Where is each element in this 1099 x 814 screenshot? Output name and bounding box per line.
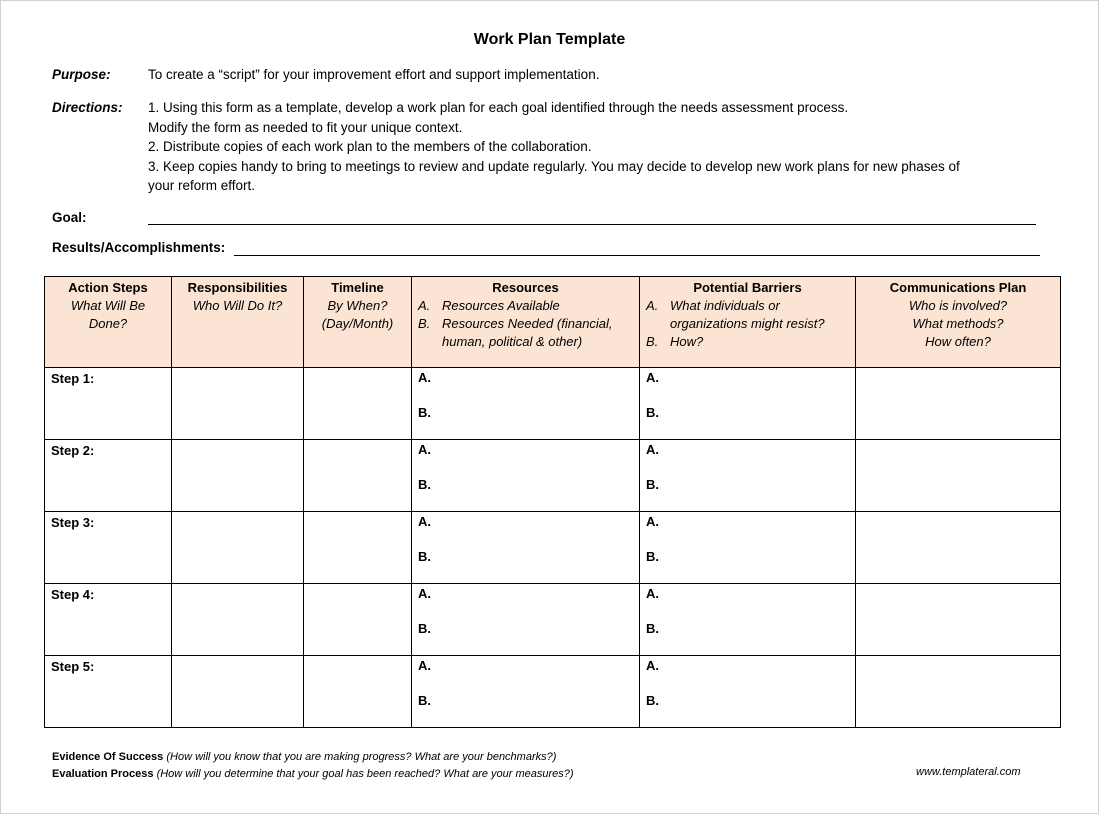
header-sub: Done? (88, 316, 128, 331)
item-b-label: B. (646, 477, 659, 492)
barriers-cell[interactable] (640, 440, 856, 512)
item-a-label: A. (646, 370, 659, 385)
table-row (45, 512, 1061, 584)
header-item-text: How? (670, 334, 704, 349)
item-a-label: A. (646, 586, 659, 601)
item-b-label: B. (418, 621, 431, 636)
header-communications-plan (856, 277, 1061, 368)
item-b-label: B. (646, 693, 659, 708)
step-label: Step 5: (51, 659, 95, 674)
resources-cell[interactable] (412, 368, 640, 440)
item-a-label: A. (418, 370, 431, 385)
responsibilities-cell[interactable] (172, 656, 304, 728)
responsibilities-cell[interactable] (172, 512, 304, 584)
directions-label: Directions: (52, 100, 123, 115)
resources-cell[interactable] (412, 512, 640, 584)
purpose-text: To create a “script” for your improvement effort and support implementation. (148, 67, 600, 82)
step-label: Step 3: (51, 515, 95, 530)
communications-cell[interactable] (856, 584, 1061, 656)
item-b-label: B. (646, 549, 659, 564)
communications-cell[interactable] (856, 512, 1061, 584)
step-cell[interactable] (45, 440, 172, 512)
purpose-label: Purpose: (52, 67, 111, 82)
resources-cell[interactable] (412, 656, 640, 728)
directions-line: 1. Using this form as a template, develop a work plan for each goal identified through the needs assessment process. (148, 100, 849, 115)
responsibilities-cell[interactable] (172, 584, 304, 656)
item-a-label: A. (418, 514, 431, 529)
header-item-text: Resources Needed (financial, (442, 316, 613, 331)
header-sub: How often? (925, 334, 991, 349)
header-title: Communications Plan (889, 280, 1027, 295)
header-action-steps (45, 277, 172, 368)
resources-cell[interactable] (412, 440, 640, 512)
header-sub: (Day/Month) (321, 316, 394, 331)
header-title: Action Steps (68, 280, 148, 295)
work-plan-table (44, 276, 1061, 728)
header-item-text: What individuals or (670, 298, 780, 313)
header-item-text: organizations might resist? (670, 316, 825, 331)
resources-cell[interactable] (412, 584, 640, 656)
barriers-cell[interactable] (640, 368, 856, 440)
header-sub: Who is involved? (908, 298, 1008, 313)
results-line[interactable] (234, 255, 1040, 256)
item-a-label: A. (418, 586, 431, 601)
timeline-cell[interactable] (304, 440, 412, 512)
item-a-label: A. (646, 658, 659, 673)
evaluation-text: (How will you determine that your goal has been reached? What are your measures?) (156, 768, 574, 780)
item-b-label: B. (646, 621, 659, 636)
timeline-cell[interactable] (304, 512, 412, 584)
responsibilities-cell[interactable] (172, 440, 304, 512)
header-item-letter: A. (646, 298, 659, 313)
step-label: Step 4: (51, 587, 95, 602)
header-item-text: human, political & other) (442, 334, 583, 349)
item-a-label: A. (646, 442, 659, 457)
directions-line: your reform effort. (148, 178, 256, 193)
goal-label: Goal: (52, 210, 87, 225)
item-b-label: B. (418, 549, 431, 564)
header-sub: What Will Be (70, 298, 146, 313)
communications-cell[interactable] (856, 368, 1061, 440)
evaluation-process (52, 766, 574, 782)
item-a-label: A. (418, 442, 431, 457)
header-title: Responsibilities (187, 280, 288, 295)
item-b-label: B. (646, 405, 659, 420)
page-title: Work Plan Template (473, 31, 626, 48)
directions-line: Modify the form as needed to fit your unique context. (148, 119, 463, 135)
step-cell[interactable] (45, 584, 172, 656)
step-label: Step 2: (51, 443, 95, 458)
goal-line[interactable] (148, 224, 1036, 225)
table-header-row (45, 277, 1061, 368)
barriers-cell[interactable] (640, 656, 856, 728)
directions-text (148, 98, 960, 196)
header-item-letter: A. (418, 298, 431, 313)
results-label: Results/Accomplishments: (52, 240, 226, 255)
item-a-label: A. (646, 514, 659, 529)
header-potential-barriers (640, 277, 856, 368)
timeline-cell[interactable] (304, 368, 412, 440)
item-b-label: B. (418, 693, 431, 708)
timeline-cell[interactable] (304, 656, 412, 728)
item-a-label: A. (418, 658, 431, 673)
header-timeline (304, 277, 412, 368)
evidence-label: Evidence Of Success (52, 751, 164, 763)
table-row (45, 584, 1061, 656)
header-sub: What methods? (912, 316, 1004, 331)
communications-cell[interactable] (856, 656, 1061, 728)
header-item-text: Resources Available (442, 298, 560, 313)
directions-line: 3. Keep copies handy to bring to meetings to review and update regularly. You may decide to develop new work plans for new phases of (148, 158, 960, 174)
step-cell[interactable] (45, 512, 172, 584)
header-item-letter: B. (418, 316, 431, 331)
barriers-cell[interactable] (640, 512, 856, 584)
directions-line: 2. Distribute copies of each work plan to the members of the collaboration. (148, 139, 592, 154)
header-title: Resources (492, 280, 559, 295)
website-link[interactable]: www.templateral.com (916, 766, 1021, 778)
step-label: Step 1: (51, 371, 95, 386)
header-item-letter: B. (646, 334, 659, 349)
table-row (45, 656, 1061, 728)
evidence-text: (How will you know that you are making progress? What are your benchmarks?) (166, 751, 557, 763)
header-resources (412, 277, 640, 368)
table-row (45, 368, 1061, 440)
item-b-label: B. (418, 405, 431, 420)
evaluation-label: Evaluation Process (52, 768, 154, 780)
table-row (45, 440, 1061, 512)
responsibilities-cell[interactable] (172, 368, 304, 440)
step-cell[interactable] (45, 656, 172, 728)
header-responsibilities (172, 277, 304, 368)
header-title: Timeline (331, 280, 384, 295)
header-title: Potential Barriers (693, 280, 802, 295)
evidence-of-success (52, 749, 556, 765)
header-sub: By When? (327, 298, 388, 313)
header-sub: Who Will Do It? (192, 298, 283, 313)
step-cell[interactable] (45, 368, 172, 440)
communications-cell[interactable] (856, 440, 1061, 512)
item-b-label: B. (418, 477, 431, 492)
timeline-cell[interactable] (304, 584, 412, 656)
barriers-cell[interactable] (640, 584, 856, 656)
